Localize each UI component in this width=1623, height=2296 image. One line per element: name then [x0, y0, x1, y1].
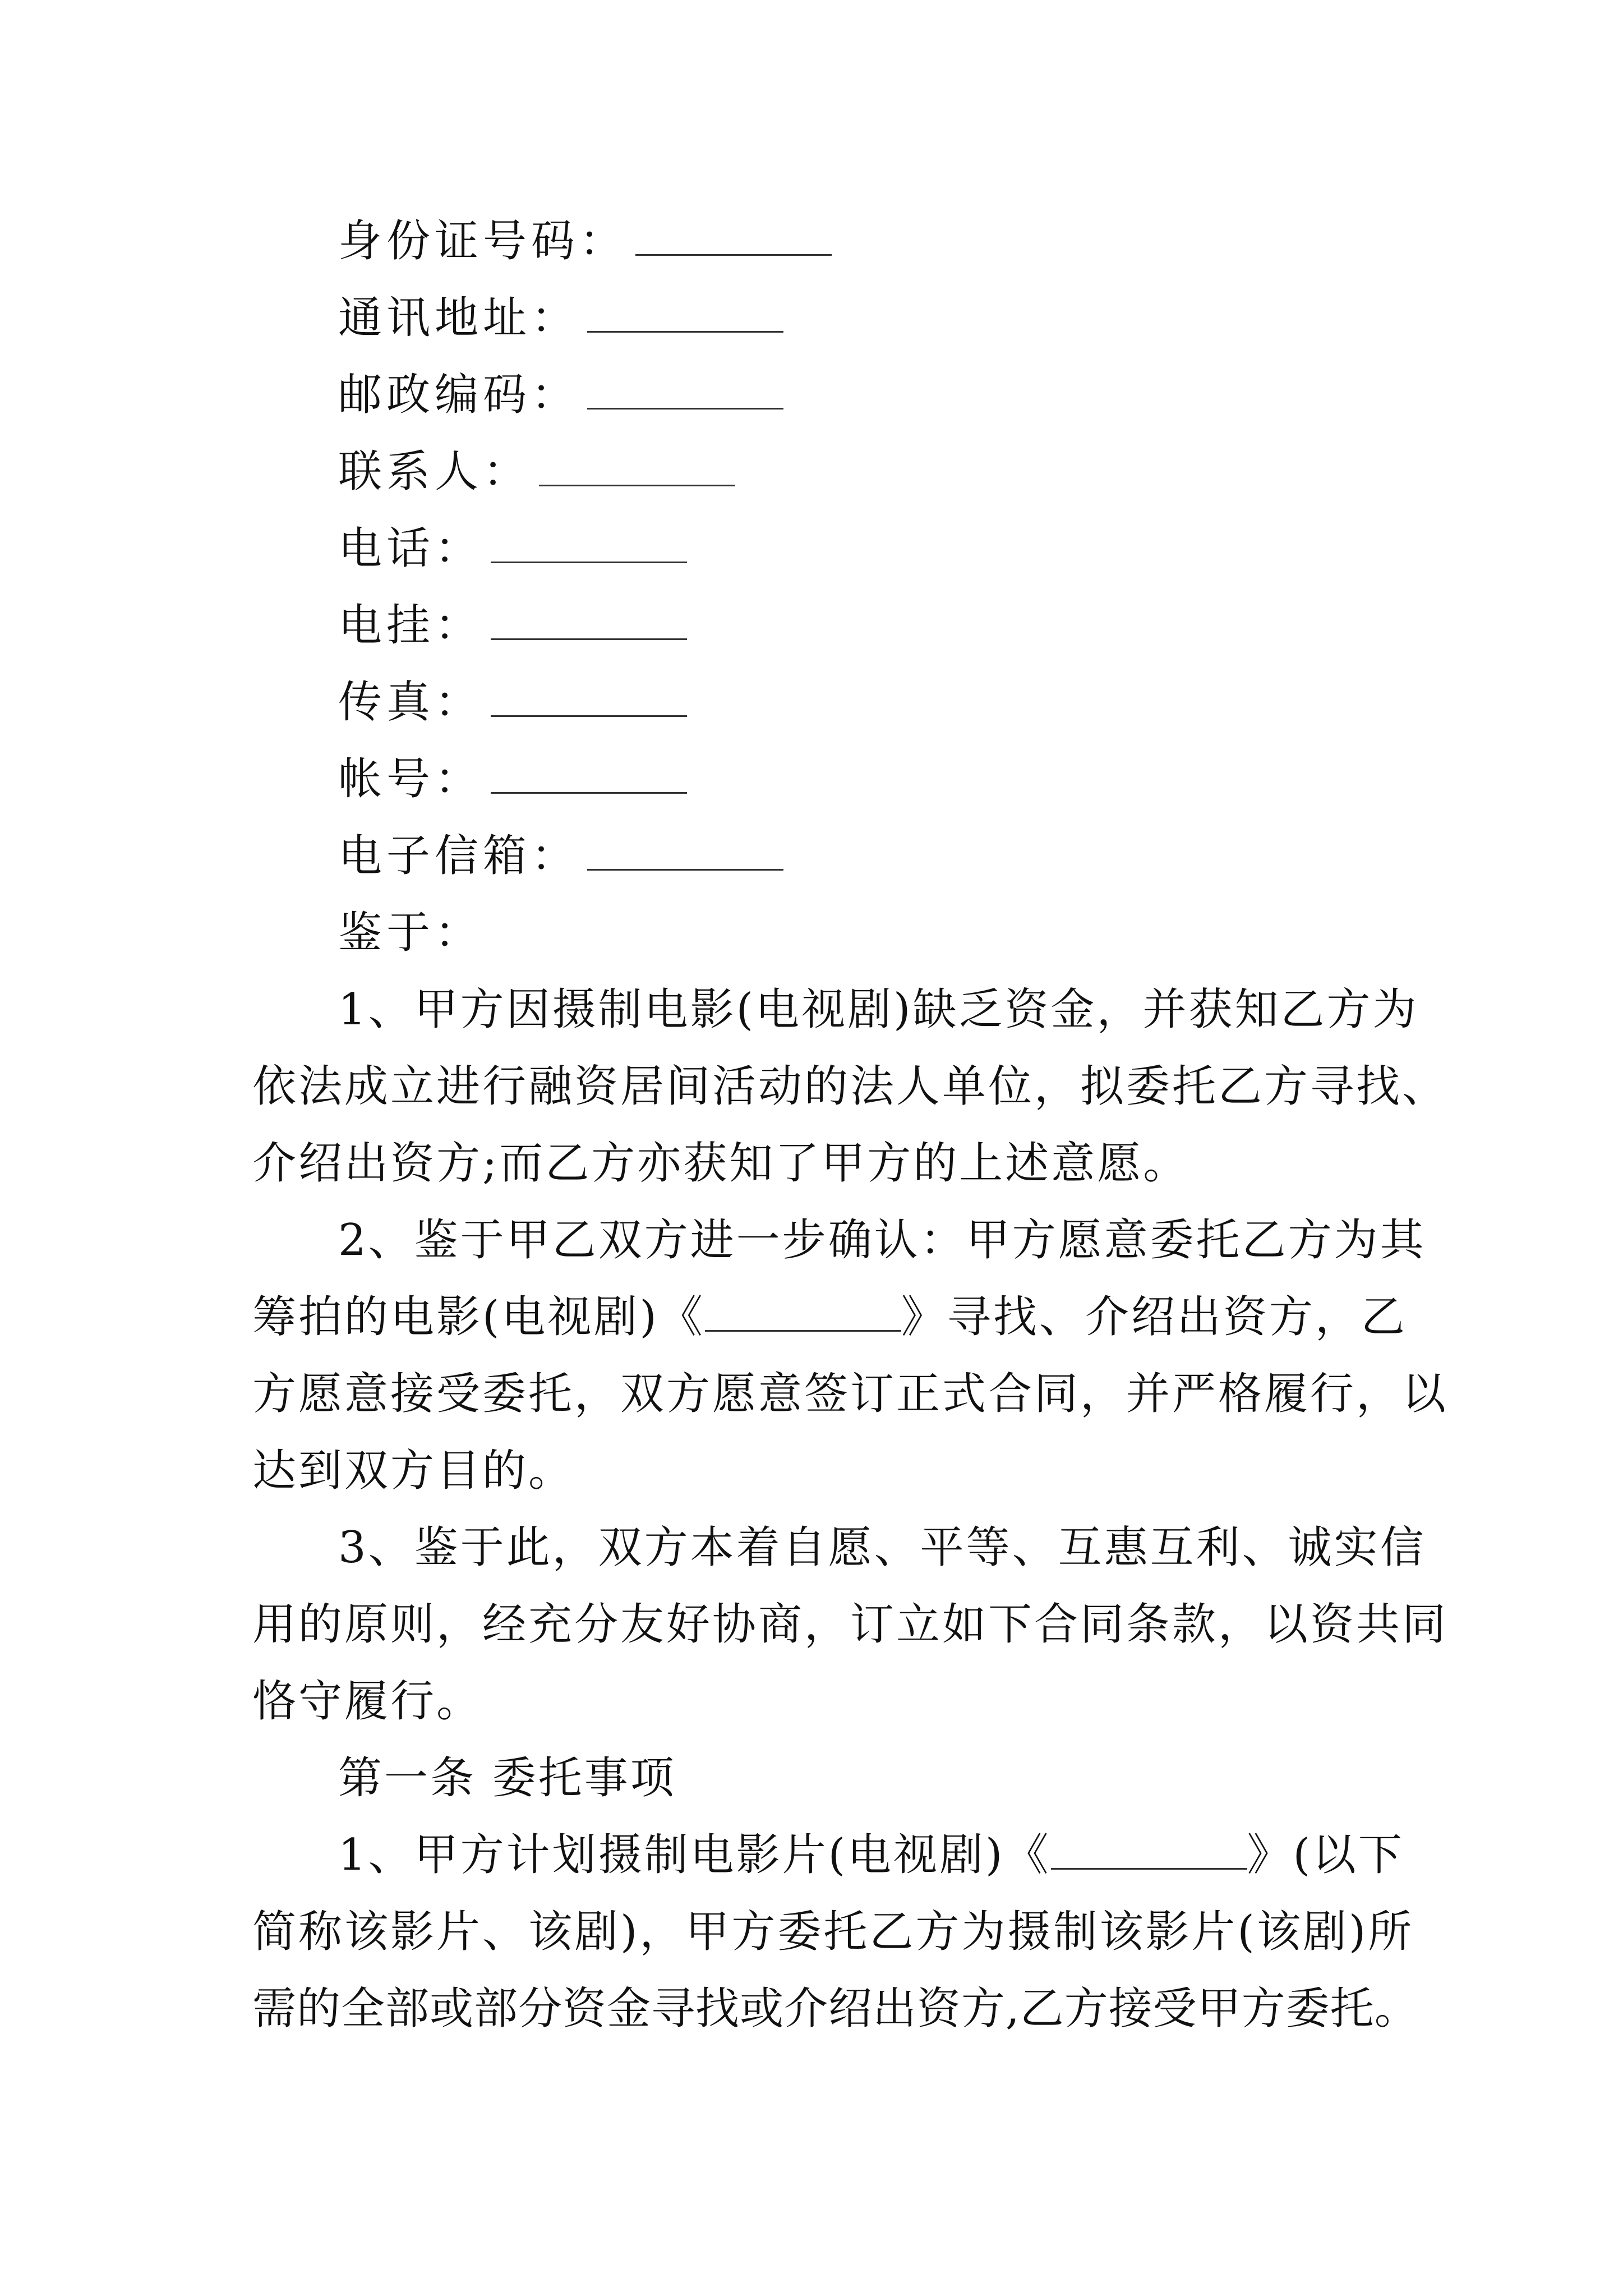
- blank-line: [635, 252, 832, 256]
- phone-field: [338, 521, 687, 577]
- address-field: [338, 290, 783, 346]
- blank-line: [539, 482, 735, 486]
- id-number-field: [338, 213, 832, 269]
- a1-line-3: 需的全部或部分资金寻找或介绍出资方,乙方接受甲方委托。: [252, 1984, 1419, 2034]
- whereas-heading: 鉴于：: [338, 908, 483, 958]
- field-label: 帐号：: [338, 754, 483, 804]
- blank-line: [587, 406, 783, 409]
- blank-line: [587, 329, 783, 333]
- a1-line-1-end: 》(以下: [1247, 1830, 1404, 1880]
- film-title-blank: [1051, 1866, 1247, 1870]
- p2-line-4: 达到双方目的。: [252, 1446, 575, 1496]
- p2-line-2-start: 筹拍的电影(电视剧)《: [252, 1292, 705, 1342]
- blank-line: [491, 559, 687, 563]
- field-label: 邮政编码：: [338, 370, 580, 420]
- p1-line-2: 依法成立进行融资居间活动的法人单位，拟委托乙方寻找、: [252, 1061, 1449, 1112]
- p2-line-1: 2、鉴于甲乙双方进一步确认：甲方愿意委托乙方为其: [338, 1215, 1426, 1266]
- field-label: 联系人：: [338, 447, 532, 497]
- p3-line-1: 3、鉴于此，双方本着自愿、平等、互惠互利、诚实信: [338, 1522, 1426, 1573]
- blank-line: [491, 790, 687, 794]
- p2-line-3: 方愿意接受委托，双方愿意签订正式合同，并严格履行，以: [252, 1369, 1449, 1419]
- field-label: 电挂：: [338, 600, 483, 651]
- blank-line: [491, 713, 687, 717]
- a1-line-2: 简称该影片、该剧)，甲方委托乙方为摄制该影片(该剧)所: [252, 1907, 1414, 1957]
- contact-person-field: [338, 444, 735, 500]
- blank-line: [491, 636, 687, 640]
- title-blank: [705, 1328, 901, 1332]
- p3-line-3: 恪守履行。: [252, 1676, 483, 1727]
- p2-line-2: [252, 1289, 1407, 1345]
- p1-line-1: 1、甲方因摄制电影(电视剧)缺乏资金，并获知乙方为: [338, 984, 1419, 1035]
- field-label: 电子信箱：: [338, 831, 580, 881]
- account-field: [338, 751, 687, 807]
- email-field: [338, 828, 783, 884]
- p1-line-3: 介绍出资方;而乙方亦获知了甲方的上述意愿。: [252, 1138, 1189, 1189]
- a1-line-1: [338, 1827, 1404, 1883]
- fax-field: [338, 674, 687, 730]
- article-1-title: 第一条 委托事项: [338, 1753, 676, 1803]
- telegram-field: [338, 597, 687, 654]
- p2-line-2-end: 》寻找、介绍出资方，乙: [901, 1292, 1407, 1342]
- a1-line-1-start: 1、甲方计划摄制电影片(电视剧)《: [338, 1830, 1051, 1880]
- postcode-field: [338, 367, 783, 423]
- field-label: 身份证号码：: [338, 216, 628, 266]
- field-label: 电话：: [338, 523, 483, 574]
- p3-line-2: 用的原则，经充分友好协商，订立如下合同条款，以资共同: [252, 1599, 1449, 1650]
- blank-line: [587, 867, 783, 871]
- field-label: 传真：: [338, 677, 483, 728]
- field-label: 通讯地址：: [338, 293, 580, 343]
